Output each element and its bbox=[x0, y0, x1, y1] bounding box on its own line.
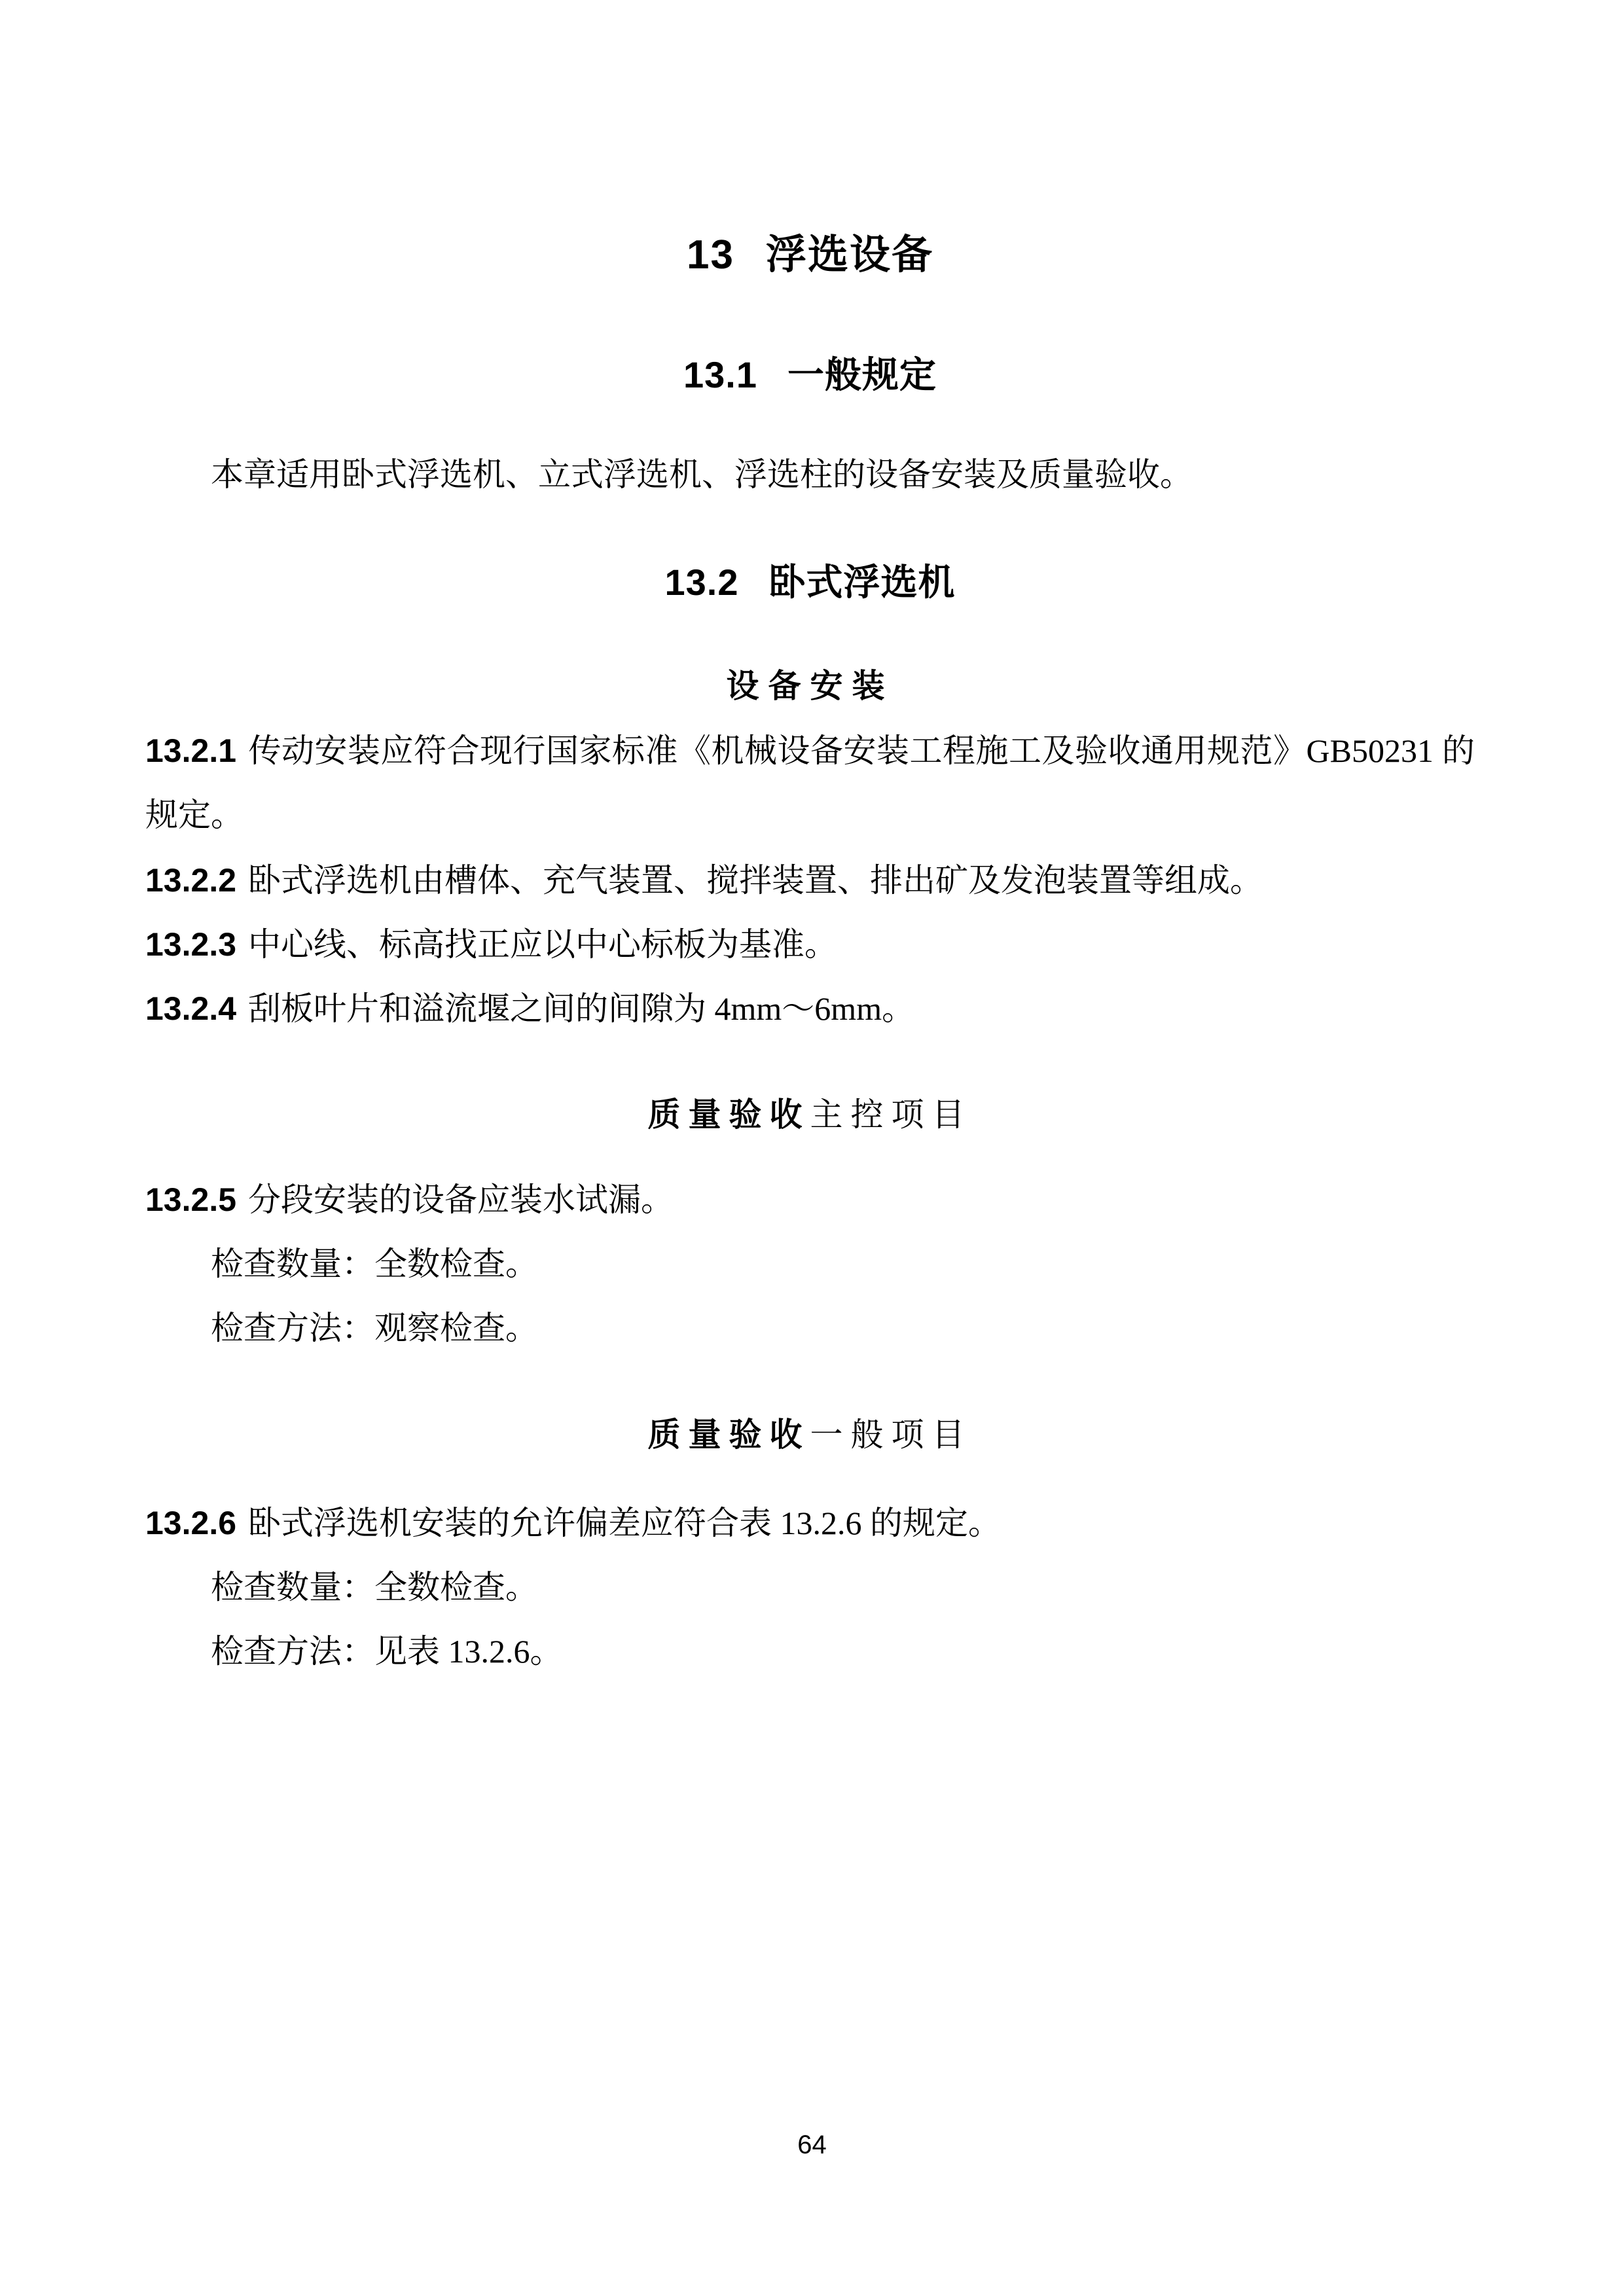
section-13-2-title: 卧式浮选机 bbox=[768, 562, 956, 603]
chapter-heading bbox=[145, 229, 1475, 281]
clause-13-2-5-number: 13.2.5 bbox=[145, 1181, 237, 1218]
page-number: 64 bbox=[797, 2130, 827, 2159]
check-method-main: 检查方法：观察检查。 bbox=[211, 1310, 538, 1346]
clause-13-2-3 bbox=[145, 912, 1475, 977]
clause-13-2-1-number: 13.2.1 bbox=[145, 732, 237, 769]
section-13-2-number: 13.2 bbox=[664, 562, 739, 603]
section-13-1-title: 一般规定 bbox=[787, 354, 937, 395]
clause-13-2-1 bbox=[145, 719, 1475, 847]
qa-general-items-heading bbox=[145, 1403, 1475, 1467]
check-quantity-main: 检查数量：全数检查。 bbox=[211, 1246, 538, 1282]
section-heading-13-1 bbox=[145, 350, 1475, 400]
clause-13-2-4 bbox=[145, 977, 1475, 1041]
check-method-general: 检查方法：见表 13.2.6。 bbox=[211, 1633, 563, 1670]
clause-13-2-4-number: 13.2.4 bbox=[145, 990, 237, 1027]
clause-13-2-3-number: 13.2.3 bbox=[145, 926, 237, 963]
qa-general-heading-rest: 一般项目 bbox=[810, 1416, 973, 1453]
clause-13-2-2-number: 13.2.2 bbox=[145, 862, 237, 899]
qa-main-heading-rest: 主控项目 bbox=[810, 1096, 973, 1133]
clause-13-2-5 bbox=[145, 1168, 1475, 1232]
qa-main-heading-bold: 质量验收 bbox=[647, 1096, 810, 1133]
check-quantity-general: 检查数量：全数检查。 bbox=[211, 1569, 538, 1605]
qa-main-items-heading bbox=[145, 1083, 1475, 1147]
clause-13-2-5-text: 分段安装的设备应装水试漏。 bbox=[248, 1181, 674, 1218]
clause-13-2-2 bbox=[145, 848, 1475, 912]
qa-general-heading-bold: 质量验收 bbox=[647, 1416, 810, 1453]
clause-13-2-1-text: 传动安装应符合现行国家标准《机械设备安装工程施工及验收通用规范》GB50231 的规定。 bbox=[145, 732, 1475, 833]
clause-13-2-6 bbox=[145, 1491, 1475, 1555]
chapter-title: 浮选设备 bbox=[765, 232, 933, 278]
clause-13-2-6-text: 卧式浮选机安装的允许偏差应符合表 13.2.6 的规定。 bbox=[248, 1505, 1001, 1541]
clause-13-2-3-text: 中心线、标高找正应以中心标板为基准。 bbox=[248, 926, 838, 963]
page-content bbox=[0, 229, 1624, 1683]
clause-13-2-6-number: 13.2.6 bbox=[145, 1505, 237, 1541]
intro-paragraph: 本章适用卧式浮选机、立式浮选机、浮选柱的设备安装及质量验收。 bbox=[211, 456, 1193, 493]
clause-13-2-2-text: 卧式浮选机由槽体、充气装置、搅拌装置、排出矿及发泡装置等组成。 bbox=[248, 862, 1263, 899]
section-13-1-number: 13.1 bbox=[683, 354, 757, 395]
section-heading-13-2 bbox=[145, 558, 1475, 607]
equipment-install-heading: 设备安装 bbox=[726, 668, 894, 704]
clause-13-2-4-text: 刮板叶片和溢流堰之间的间隙为 4mm～6mm。 bbox=[248, 990, 915, 1027]
chapter-number: 13 bbox=[687, 232, 734, 278]
